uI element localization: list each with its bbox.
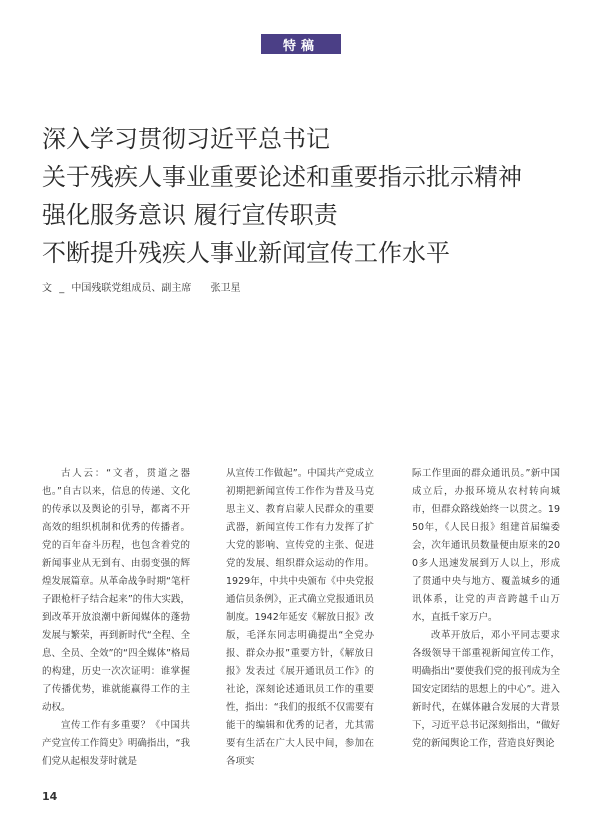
body-column-1 bbox=[42, 465, 190, 771]
paragraph: 际工作里面的群众通讯员。”新中国成立后，办报环境从农村转向城市，但群众路线始终一以贯之。1950年，《人民日报》组建首届编委会，次年通讯员数量便由原来的200多人迅速发展到万人以上，形成了贯通中央与地方、覆盖城乡的通讯体系，让党的声音跨越千山万水，直抵千家万户。 bbox=[412, 468, 560, 623]
body-column-2 bbox=[226, 465, 374, 771]
title-line: 不断提升残疾人事业新闻宣传工作水平 bbox=[42, 239, 450, 267]
body-column-3 bbox=[412, 465, 560, 753]
paragraph: 改革开放后，邓小平同志要求各级领导干部重视新闻宣传工作，明确指出“要使我们党的报刊成为全国安定团结的思想上的中心”。进入新时代，在媒体融合发展的大背景下，习近平总书记深刻指出，“做好党的新闻舆论工作，营造良好舆论 bbox=[412, 630, 560, 749]
title-line: 深入学习贯彻习近平总书记 bbox=[42, 125, 330, 153]
paragraph: 宣传工作有多重要？《中国共产党宣传工作简史》明确指出，“我们党从起根发芽时就是 bbox=[42, 720, 190, 767]
byline-prefix: 文 bbox=[42, 283, 52, 294]
paragraph: 古人云：“文者，贯道之器也。”自古以来，信息的传递、文化的传承以及舆论的引导，都离不开高效的组织机制和优秀的传播者。党的百年奋斗历程，也包含着党的新闻事业从无到有、由弱变强的辉煌发展篇章。从革命战争时期“笔杆子跟枪杆子结合起来”的伟大实践，到改革开放浪潮中新闻媒体的蓬勃发展与繁荣，再到新时代“全程、全息、全员、全效”的“四全媒体”格局的构建，历史一次次证明：谁掌握了传播优势，谁就能赢得工作的主动权。 bbox=[42, 468, 190, 713]
byline-author: 张卫星 bbox=[210, 283, 241, 294]
page-number: 14 bbox=[42, 790, 58, 803]
byline-affiliation: 中国残联党组成员、副主席 bbox=[71, 283, 192, 294]
byline bbox=[42, 279, 245, 294]
byline-separator: _ bbox=[59, 283, 65, 294]
paragraph: 从宣传工作做起”。中国共产党成立初期把新闻宣传工作作为普及马克思主义、教育启蒙人民群众的重要武器，新闻宣传工作有力发挥了扩大党的影响、宣传党的主张、促进党的发展、组织群众运动的作用。1929年，中共中央颁布《中央党报通信员条例》，正式确立党报通讯员制度。1942年延安《解放日报》改版，毛泽东同志明确提出“全党办报、群众办报”重要方针，《解放日报》发表过《展开通讯员工作》的社论，深刻论述通讯员工作的重要性，指出：“我们的报纸不仅需要有能干的编辑和优秀的记者，尤其需要有生活在广大人民中间，参加在各项实 bbox=[226, 468, 374, 767]
section-label: 特稿 bbox=[261, 34, 341, 54]
title-line: 强化服务意识 履行宣传职责 bbox=[42, 201, 338, 229]
article-title bbox=[42, 120, 562, 272]
title-line: 关于残疾人事业重要论述和重要指示批示精神 bbox=[42, 163, 522, 191]
